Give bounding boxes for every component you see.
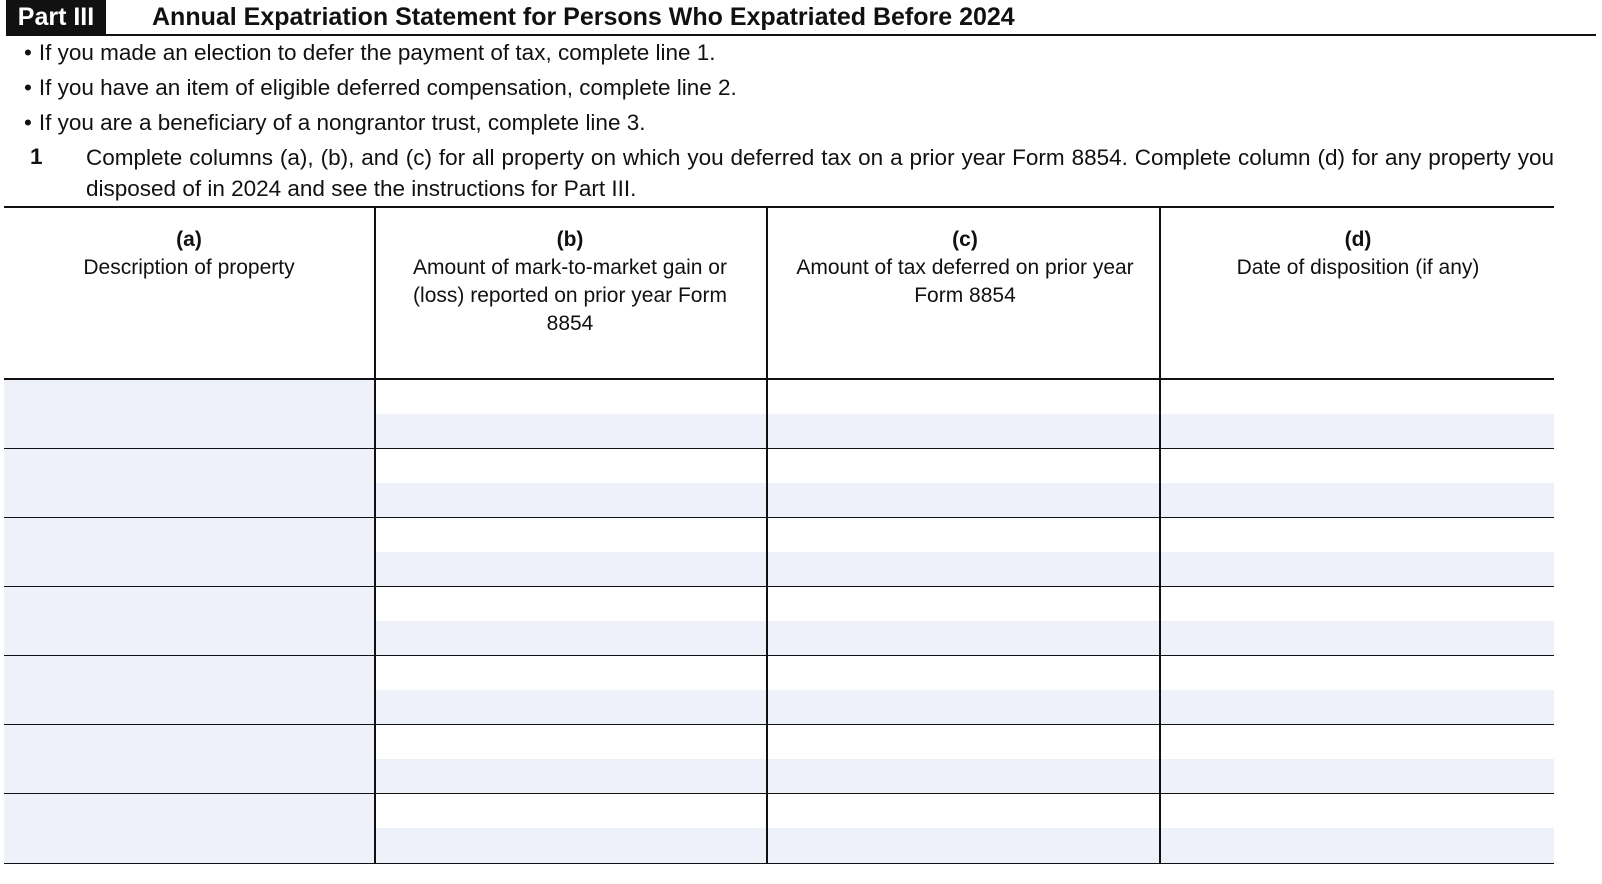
input-cell-d[interactable] (1161, 794, 1554, 863)
column-letter-a: (a) (176, 228, 202, 251)
input-cell-a[interactable] (4, 587, 374, 656)
instruction-bullet-2: • If you have an item of eligible deferred compensation, complete line 2. (24, 73, 737, 108)
input-cell-b[interactable] (376, 587, 766, 656)
column-divider-a-b (374, 208, 376, 862)
instruction-bullet-3: • If you are a beneficiary of a nongrantor trust, complete line 3. (24, 108, 737, 143)
column-label-d: Date of disposition (if any) (1236, 256, 1480, 279)
part-header (6, 0, 1596, 36)
input-cell-d[interactable] (1161, 725, 1554, 794)
input-cell-d[interactable] (1161, 587, 1554, 656)
table-row (4, 725, 1554, 794)
column-letter-c: (c) (952, 228, 978, 251)
input-cell-a[interactable] (4, 794, 374, 863)
input-cell-b[interactable] (376, 449, 766, 518)
column-header-a (4, 208, 374, 378)
table-row (4, 380, 1554, 449)
input-cell-b[interactable] (376, 725, 766, 794)
column-letter-b: (b) (556, 228, 584, 251)
table-row (4, 587, 1554, 656)
table-row (4, 449, 1554, 518)
input-cell-a[interactable] (4, 518, 374, 587)
line-1-instructions: Complete columns (a), (b), and (c) for all property on which you deferred tax on a prior year Form 8854. Complete column (d) for any property you disposed of in 2024 and see the instructions for Part III. (86, 145, 1554, 201)
column-label-c: Amount of tax deferred on prior year Form 8854 (796, 256, 1134, 307)
input-cell-d[interactable] (1161, 380, 1554, 449)
table-row (4, 656, 1554, 725)
input-cell-c[interactable] (768, 518, 1159, 587)
column-header-d (1162, 208, 1554, 378)
input-cell-b[interactable] (376, 656, 766, 725)
column-header-b (388, 208, 752, 378)
input-cell-a[interactable] (4, 449, 374, 518)
column-label-a: Description of property (83, 256, 295, 279)
column-label-b: Amount of mark-to-market gain or (loss) reported on prior year Form 8854 (413, 256, 727, 335)
input-cell-c[interactable] (768, 380, 1159, 449)
column-divider-b-c (766, 208, 768, 862)
property-table (4, 206, 1554, 864)
instruction-bullets (24, 38, 737, 143)
part-title: Annual Expatriation Statement for Persons Who Expatriated Before 2024 (152, 3, 1015, 31)
line-1-number: 1 (30, 144, 43, 169)
table-row (4, 518, 1554, 587)
input-cell-b[interactable] (376, 794, 766, 863)
column-letter-d: (d) (1344, 228, 1372, 251)
input-cell-a[interactable] (4, 656, 374, 725)
column-header-c (770, 208, 1160, 378)
column-divider-c-d (1159, 208, 1161, 862)
input-cell-d[interactable] (1161, 656, 1554, 725)
table-row (4, 794, 1554, 863)
input-cell-c[interactable] (768, 449, 1159, 518)
input-cell-c[interactable] (768, 656, 1159, 725)
part-badge: Part III (6, 0, 106, 34)
input-cell-d[interactable] (1161, 449, 1554, 518)
input-cell-d[interactable] (1161, 518, 1554, 587)
input-cell-a[interactable] (4, 380, 374, 449)
input-cell-c[interactable] (768, 794, 1159, 863)
input-cell-c[interactable] (768, 725, 1159, 794)
input-cell-b[interactable] (376, 380, 766, 449)
input-cell-c[interactable] (768, 587, 1159, 656)
input-cell-b[interactable] (376, 518, 766, 587)
input-cell-a[interactable] (4, 725, 374, 794)
instruction-bullet-1: • If you made an election to defer the payment of tax, complete line 1. (24, 38, 737, 73)
